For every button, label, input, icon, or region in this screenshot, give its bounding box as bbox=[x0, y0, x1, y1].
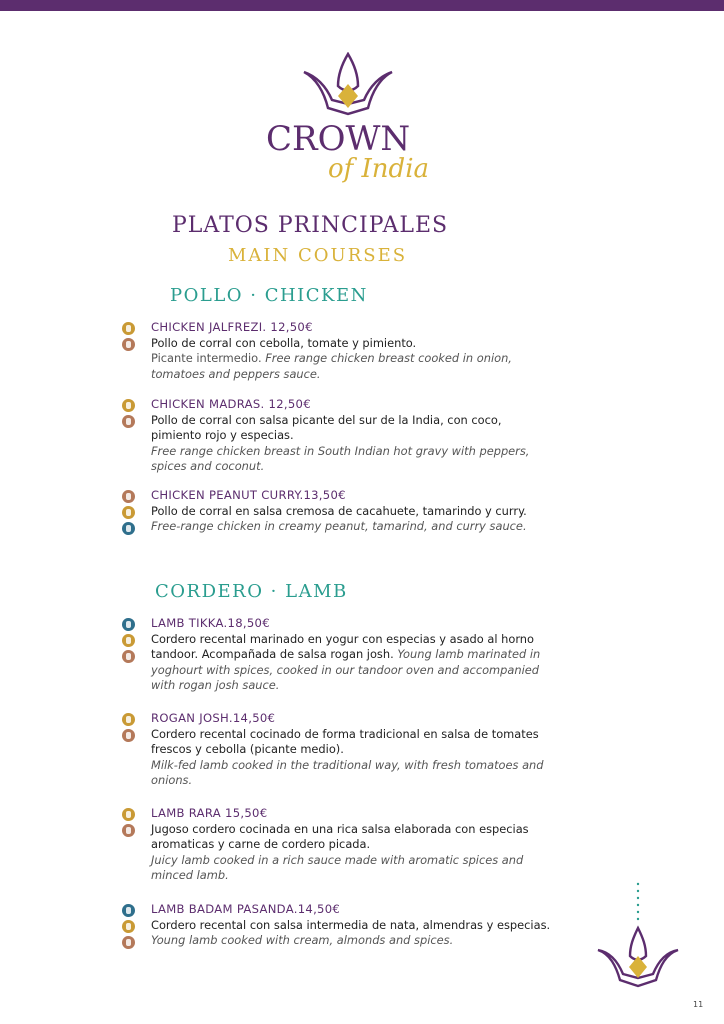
spicy-icon bbox=[122, 634, 135, 647]
dietary-icons bbox=[122, 713, 138, 745]
dish-description-es: Cordero recental marinado en yogur con especias y asado al horno tandoor. Acompañada de salsa rogan josh. bbox=[151, 631, 534, 662]
spicy-icon bbox=[122, 399, 135, 412]
spice-level-note: Picante intermedio. bbox=[151, 351, 266, 366]
menu-item-text bbox=[151, 616, 551, 694]
dairy-icon bbox=[122, 904, 135, 917]
dietary-icons bbox=[122, 808, 138, 840]
dietary-icons bbox=[122, 490, 138, 538]
chili-icon bbox=[122, 338, 135, 351]
dietary-icons bbox=[122, 399, 138, 431]
dish-description-es: Pollo de corral en salsa cremosa de cacahuete, tamarindo y curry. bbox=[151, 503, 527, 518]
dietary-icons bbox=[122, 618, 138, 666]
dish-description-en: Free range chicken breast in South Indian hot gravy with peppers, spices and coconut. bbox=[151, 443, 530, 474]
page-title-es: PLATOS PRINCIPALES bbox=[172, 213, 449, 238]
dish-name-price: CHICKEN MADRAS. 12,50€ bbox=[151, 397, 311, 411]
chili-icon bbox=[122, 729, 135, 742]
dish-description-es: Cordero recental cocinado de forma tradicional en salsa de tomates frescos y cebolla (picante medio). bbox=[151, 726, 539, 757]
lotus-crown-decoration-icon bbox=[592, 880, 688, 1000]
dairy-icon bbox=[122, 618, 135, 631]
menu-item-text bbox=[151, 488, 551, 535]
dish-description-en: Free-range chicken in creamy peanut, tamarind, and curry sauce. bbox=[151, 519, 527, 534]
chili-icon bbox=[122, 824, 135, 837]
crown-of-india-logo bbox=[262, 52, 434, 192]
chili-icon bbox=[122, 936, 135, 949]
dish-name-price: LAMB BADAM PASANDA.14,50€ bbox=[151, 902, 341, 916]
spicy-icon bbox=[122, 713, 135, 726]
menu-item-text bbox=[151, 397, 551, 475]
lotus-crown-icon bbox=[298, 52, 398, 120]
dish-name-price: ROGAN JOSH.14,50€ bbox=[151, 711, 276, 725]
dish-description-en: Young lamb cooked with cream, almonds and spices. bbox=[151, 933, 454, 948]
menu-item-text bbox=[151, 711, 551, 789]
section-title: POLLO · CHICKEN bbox=[170, 285, 368, 306]
dish-name-price: CHICKEN PEANUT CURRY.13,50€ bbox=[151, 488, 346, 502]
dish-description-es: Jugoso cordero cocinada en una rica salsa elaborada con especias aromaticas y carne de cordero picada. bbox=[151, 821, 529, 852]
page-number: 11 bbox=[693, 1000, 704, 1009]
dietary-icons bbox=[122, 322, 138, 354]
dish-description-en: Free range chicken breast cooked in onion, tomatoes and peppers sauce. bbox=[151, 351, 512, 381]
chili-icon bbox=[122, 650, 135, 663]
dish-description-es: Cordero recental con salsa intermedia de nata, almendras y especias. bbox=[151, 917, 551, 932]
dish-description-en: Milk-fed lamb cooked in the traditional way, with fresh tomatoes and onions. bbox=[151, 757, 544, 788]
page-title-en: MAIN COURSES bbox=[228, 245, 408, 266]
dish-description-es: Pollo de corral con cebolla, tomate y pimiento. bbox=[151, 335, 417, 350]
logo-india-text: of India bbox=[328, 154, 430, 184]
dish-description-en: Young lamb marinated in yoghourt with spices, cooked in our tandoor oven and accompanied with rogan josh sauce. bbox=[151, 647, 541, 693]
dairy-icon bbox=[122, 522, 135, 535]
spicy-icon bbox=[122, 506, 135, 519]
spicy-icon bbox=[122, 808, 135, 821]
menu-item-text bbox=[151, 902, 551, 949]
menu-item-text bbox=[151, 806, 551, 884]
dish-name-price: CHICKEN JALFREZI. 12,50€ bbox=[151, 320, 313, 334]
spicy-icon bbox=[122, 920, 135, 933]
menu-item-text bbox=[151, 320, 551, 382]
dietary-icons bbox=[122, 904, 138, 952]
dish-description-es: Pollo de corral con salsa picante del sur de la India, con coco, pimiento rojo y especias. bbox=[151, 412, 502, 443]
nut-icon bbox=[122, 490, 135, 503]
top-bar bbox=[0, 0, 724, 11]
section-title: CORDERO · LAMB bbox=[155, 581, 348, 602]
dish-name-price: LAMB RARA 15,50€ bbox=[151, 806, 268, 820]
chili-icon bbox=[122, 415, 135, 428]
dish-name-price: LAMB TIKKA.18,50€ bbox=[151, 616, 270, 630]
spicy-icon bbox=[122, 322, 135, 335]
logo-crown-text: CROWN bbox=[266, 119, 411, 159]
dish-description-en: Juicy lamb cooked in a rich sauce made with aromatic spices and minced lamb. bbox=[151, 852, 524, 883]
